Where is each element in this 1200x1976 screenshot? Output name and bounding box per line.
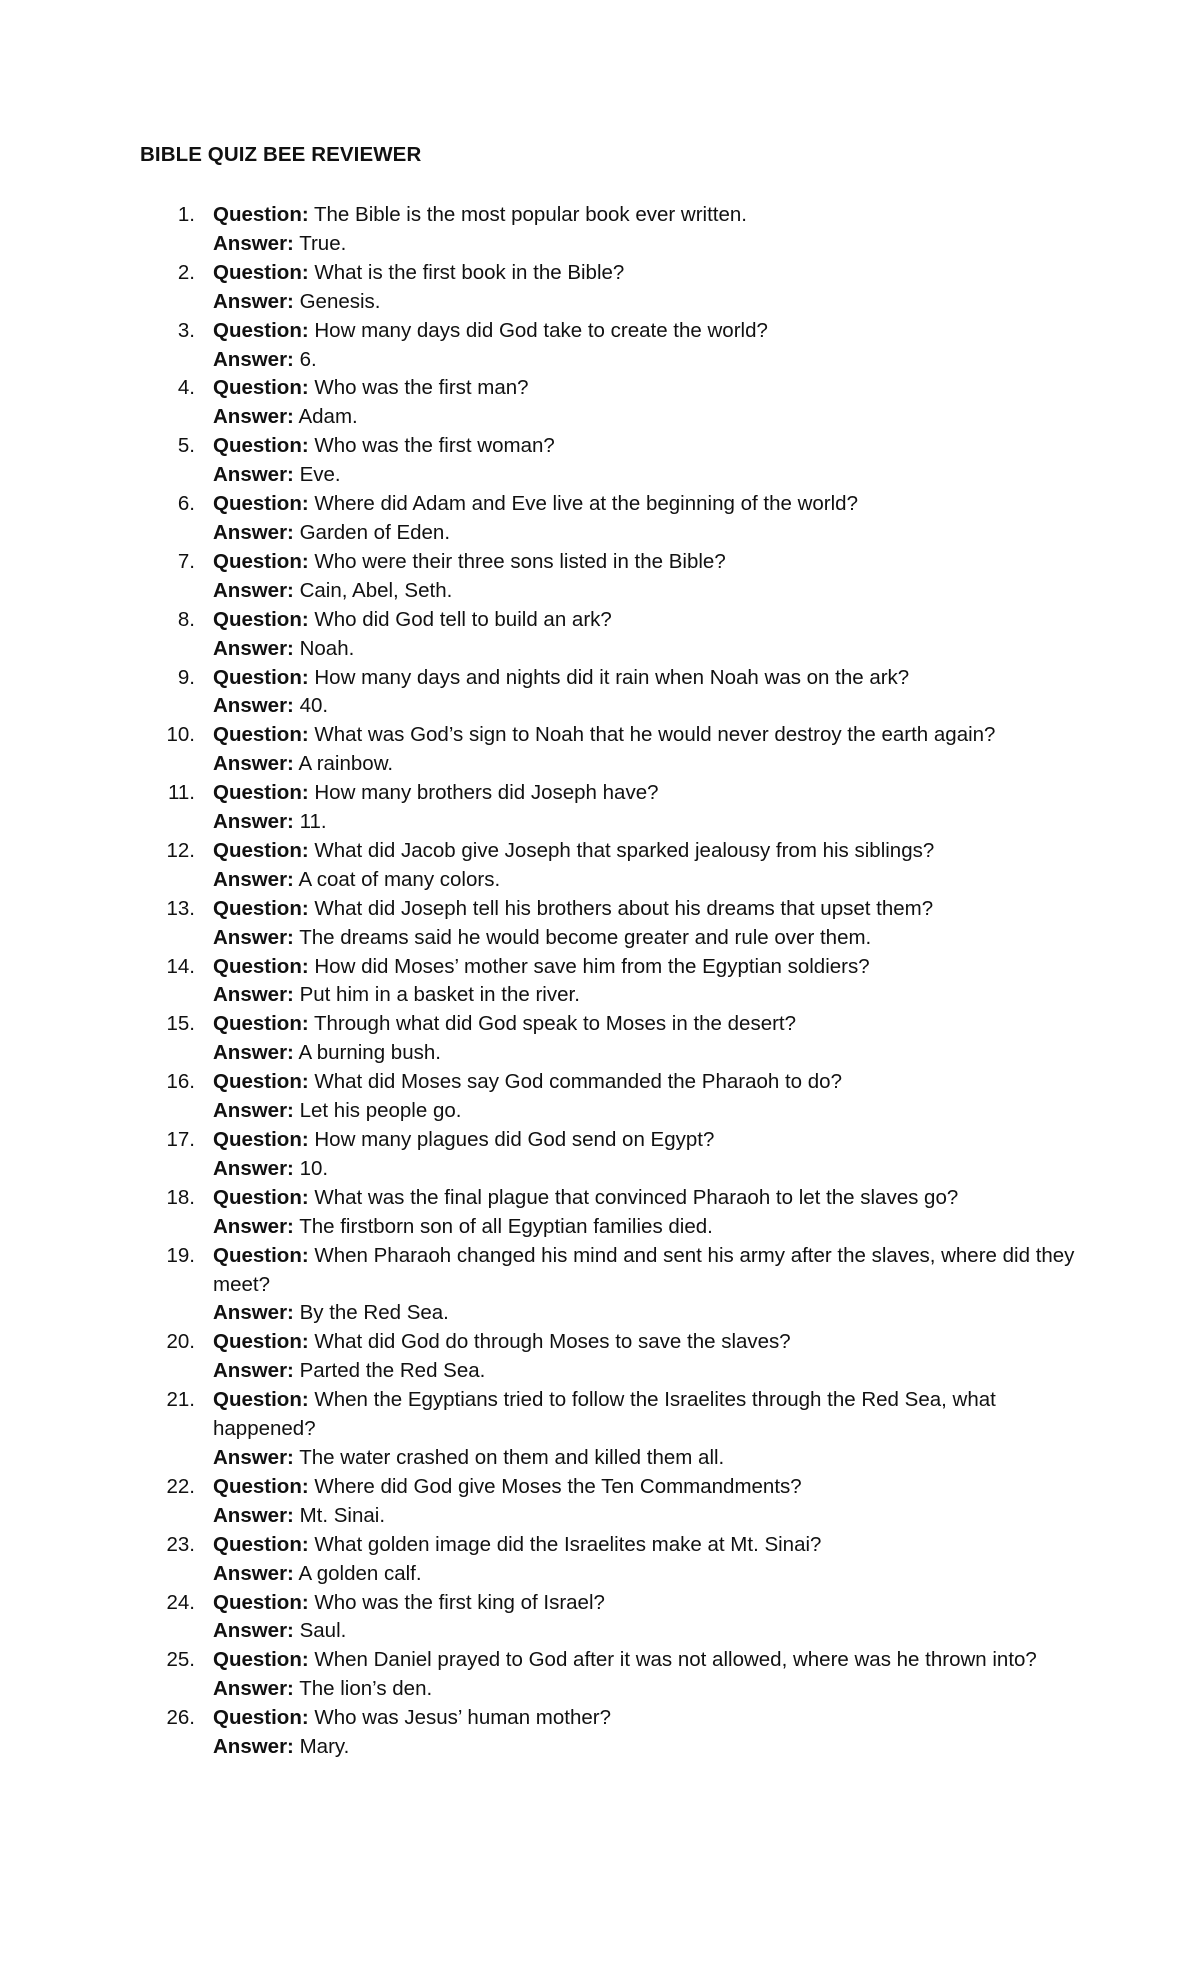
- question-line: [213, 432, 1080, 461]
- answer-label: Answer:: [213, 289, 294, 313]
- item-number: 15.: [166, 1012, 195, 1036]
- item-number: 12.: [166, 838, 195, 862]
- answer-line: [213, 692, 1080, 721]
- answer-line: [213, 1617, 1080, 1646]
- answer-text: Put him in a basket in the river.: [299, 983, 580, 1007]
- question-line: [213, 1242, 1080, 1300]
- answer-label: Answer:: [213, 520, 294, 544]
- answer-text: Saul.: [299, 1619, 347, 1643]
- answer-text: Cain, Abel, Seth.: [299, 578, 453, 602]
- question-line: [213, 1010, 1080, 1039]
- question-label: Question:: [213, 1185, 309, 1209]
- answer-label: Answer:: [213, 752, 294, 776]
- question-label: Question:: [213, 838, 309, 862]
- question-text: What was the final plague that convinced Pharaoh to let the slaves go?: [314, 1185, 959, 1209]
- question-text: Where did Adam and Eve live at the beginning of the world?: [314, 492, 858, 516]
- question-list: [140, 201, 1080, 1762]
- question-text: How many days and nights did it rain when Noah was on the ark?: [314, 665, 910, 689]
- list-item: [140, 1704, 1080, 1762]
- answer-line: [213, 1444, 1080, 1473]
- answer-line: [213, 403, 1080, 432]
- list-item: [140, 1010, 1080, 1068]
- answer-label: Answer:: [213, 1561, 294, 1585]
- answer-label: Answer:: [213, 1735, 294, 1759]
- answer-text: 11.: [299, 810, 327, 834]
- question-text: Who was the first woman?: [314, 434, 555, 458]
- answer-line: [213, 750, 1080, 779]
- question-line: [213, 490, 1080, 519]
- list-item: [140, 490, 1080, 548]
- question-label: Question:: [213, 492, 309, 516]
- list-item: [140, 1328, 1080, 1386]
- answer-text: A rainbow.: [298, 752, 394, 776]
- question-label: Question:: [213, 665, 309, 689]
- question-line: [213, 1531, 1080, 1560]
- question-text: Who was Jesus’ human mother?: [314, 1706, 611, 1730]
- list-item: [140, 1386, 1080, 1473]
- question-line: [213, 606, 1080, 635]
- answer-text: Mt. Sinai.: [299, 1503, 386, 1527]
- answer-label: Answer:: [213, 810, 294, 834]
- question-line: [213, 895, 1080, 924]
- answer-line: [213, 1560, 1080, 1589]
- question-line: [213, 1068, 1080, 1097]
- answer-line: [213, 1039, 1080, 1068]
- answer-text: True.: [299, 231, 347, 255]
- list-item: [140, 606, 1080, 664]
- question-line: [213, 1184, 1080, 1213]
- answer-text: The water crashed on them and killed them all.: [299, 1445, 725, 1469]
- question-text: When Daniel prayed to God after it was not allowed, where was he thrown into?: [314, 1648, 1037, 1672]
- answer-label: Answer:: [213, 925, 294, 949]
- list-item: [140, 895, 1080, 953]
- list-item: [140, 1184, 1080, 1242]
- question-label: Question:: [213, 203, 309, 226]
- answer-text: A burning bush.: [298, 1041, 441, 1065]
- question-text: The Bible is the most popular book ever written.: [314, 203, 747, 226]
- question-line: [213, 1386, 1080, 1444]
- question-line: [213, 259, 1080, 288]
- list-item: [140, 1068, 1080, 1126]
- list-item: [140, 779, 1080, 837]
- list-item: [140, 721, 1080, 779]
- question-text: Who was the first king of Israel?: [314, 1590, 605, 1614]
- answer-label: Answer:: [213, 1156, 294, 1180]
- list-item: [140, 317, 1080, 375]
- answer-text: 10.: [299, 1156, 329, 1180]
- question-label: Question:: [213, 607, 309, 631]
- answer-text: Parted the Red Sea.: [299, 1359, 486, 1383]
- question-line: [213, 317, 1080, 346]
- question-label: Question:: [213, 781, 309, 805]
- item-number: 26.: [166, 1706, 195, 1730]
- answer-line: [213, 981, 1080, 1010]
- item-number: 11.: [168, 781, 195, 805]
- answer-text: The firstborn son of all Egyptian families died.: [299, 1214, 713, 1238]
- item-number: 6.: [177, 492, 195, 516]
- answer-text: Genesis.: [299, 289, 381, 313]
- answer-line: [213, 519, 1080, 548]
- question-label: Question:: [213, 954, 309, 978]
- answer-text: Garden of Eden.: [299, 520, 451, 544]
- item-number: 17.: [166, 1128, 195, 1151]
- answer-line: [213, 1502, 1080, 1531]
- answer-text: The lion’s den.: [299, 1677, 433, 1701]
- answer-text: Noah.: [299, 636, 355, 660]
- answer-line: [213, 346, 1080, 375]
- question-line: [213, 1473, 1080, 1502]
- question-text: What did God do through Moses to save the slaves?: [314, 1330, 791, 1354]
- answer-label: Answer:: [213, 1301, 294, 1325]
- answer-label: Answer:: [213, 231, 294, 255]
- item-number: 23.: [166, 1532, 195, 1556]
- list-item: [140, 1646, 1080, 1704]
- question-label: Question:: [213, 318, 309, 342]
- question-label: Question:: [213, 1330, 309, 1354]
- question-line: [213, 953, 1080, 982]
- document-title: BIBLE QUIZ BEE REVIEWER: [140, 143, 422, 166]
- question-line: [213, 374, 1080, 403]
- item-number: 7.: [177, 549, 195, 573]
- question-text: When Pharaoh changed his mind and sent his army after the slaves, where did they meet?: [213, 1243, 1075, 1296]
- question-line: [213, 721, 1080, 750]
- answer-line: [213, 1299, 1080, 1328]
- list-item: [140, 953, 1080, 1011]
- question-text: Through what did God speak to Moses in the desert?: [314, 1012, 797, 1036]
- answer-line: [213, 1357, 1080, 1386]
- question-line: [213, 1646, 1080, 1675]
- list-item: [140, 432, 1080, 490]
- answer-label: Answer:: [213, 983, 294, 1007]
- question-text: How did Moses’ mother save him from the Egyptian soldiers?: [314, 954, 870, 978]
- answer-label: Answer:: [213, 578, 294, 602]
- item-number: 16.: [166, 1070, 195, 1094]
- item-number: 13.: [166, 896, 195, 920]
- answer-label: Answer:: [213, 1214, 294, 1238]
- question-label: Question:: [213, 896, 309, 920]
- question-label: Question:: [213, 549, 309, 573]
- list-item: [140, 201, 1080, 259]
- question-text: Who were their three sons listed in the Bible?: [314, 549, 726, 573]
- list-item: [140, 1473, 1080, 1531]
- list-item: [140, 1126, 1080, 1184]
- question-text: What did Jacob give Joseph that sparked jealousy from his siblings?: [314, 838, 935, 862]
- item-number: 22.: [166, 1474, 195, 1498]
- item-number: 20.: [166, 1330, 195, 1354]
- question-label: Question:: [213, 1532, 309, 1556]
- answer-text: A golden calf.: [298, 1561, 422, 1585]
- answer-line: [213, 866, 1080, 895]
- question-label: Question:: [213, 1012, 309, 1036]
- question-text: Where did God give Moses the Ten Commandments?: [314, 1474, 802, 1498]
- answer-label: Answer:: [213, 694, 294, 718]
- question-text: Who was the first man?: [314, 376, 529, 400]
- item-number: 4.: [177, 376, 195, 400]
- answer-label: Answer:: [213, 1677, 294, 1701]
- question-text: When the Egyptians tried to follow the Israelites through the Red Sea, what happened?: [213, 1388, 996, 1441]
- answer-line: [213, 808, 1080, 837]
- answer-line: [213, 230, 1080, 259]
- answer-line: [213, 461, 1080, 490]
- answer-line: [213, 1155, 1080, 1184]
- answer-text: Mary.: [299, 1735, 350, 1759]
- question-text: How many plagues did God send on Egypt?: [314, 1128, 715, 1151]
- list-item: [140, 1242, 1080, 1329]
- answer-text: A coat of many colors.: [298, 867, 501, 891]
- question-text: What did Moses say God commanded the Pharaoh to do?: [314, 1070, 842, 1094]
- item-number: 3.: [177, 318, 195, 342]
- item-number: 1.: [177, 203, 195, 226]
- answer-line: [213, 635, 1080, 664]
- question-label: Question:: [213, 1388, 309, 1412]
- answer-line: [213, 288, 1080, 317]
- question-label: Question:: [213, 1070, 309, 1094]
- answer-label: Answer:: [213, 1359, 294, 1383]
- answer-label: Answer:: [213, 1503, 294, 1527]
- question-text: What did Joseph tell his brothers about his dreams that upset them?: [314, 896, 934, 920]
- answer-text: 40.: [299, 694, 329, 718]
- answer-label: Answer:: [213, 1445, 294, 1469]
- answer-line: [213, 577, 1080, 606]
- item-number: 5.: [177, 434, 195, 458]
- answer-line: [213, 1097, 1080, 1126]
- question-label: Question:: [213, 1128, 309, 1151]
- list-item: [140, 548, 1080, 606]
- answer-line: [213, 1733, 1080, 1762]
- question-line: [213, 1328, 1080, 1357]
- answer-label: Answer:: [213, 1099, 294, 1123]
- answer-text: 6.: [299, 347, 317, 371]
- question-label: Question:: [213, 434, 309, 458]
- answer-label: Answer:: [213, 1041, 294, 1065]
- item-number: 25.: [166, 1648, 195, 1672]
- answer-line: [213, 1675, 1080, 1704]
- question-text: What was God’s sign to Noah that he would never destroy the earth again?: [314, 723, 996, 747]
- item-number: 8.: [177, 607, 195, 631]
- item-number: 21.: [166, 1388, 195, 1412]
- answer-line: [213, 1213, 1080, 1242]
- question-line: [213, 779, 1080, 808]
- answer-label: Answer:: [213, 867, 294, 891]
- question-label: Question:: [213, 1590, 309, 1614]
- answer-text: By the Red Sea.: [299, 1301, 449, 1325]
- question-text: How many brothers did Joseph have?: [314, 781, 659, 805]
- item-number: 14.: [166, 954, 195, 978]
- question-label: Question:: [213, 260, 309, 284]
- item-number: 9.: [177, 665, 195, 689]
- question-line: [213, 201, 1080, 230]
- answer-line: [213, 924, 1080, 953]
- list-item: [140, 1531, 1080, 1589]
- answer-text: Eve.: [299, 463, 341, 487]
- question-line: [213, 1589, 1080, 1618]
- question-text: What golden image did the Israelites make at Mt. Sinai?: [314, 1532, 822, 1556]
- question-line: [213, 837, 1080, 866]
- question-line: [213, 664, 1080, 693]
- list-item: [140, 1589, 1080, 1647]
- answer-text: Adam.: [298, 405, 358, 429]
- question-text: How many days did God take to create the world?: [314, 318, 768, 342]
- answer-text: The dreams said he would become greater and rule over them.: [299, 925, 872, 949]
- answer-label: Answer:: [213, 636, 294, 660]
- item-number: 19.: [166, 1243, 195, 1267]
- question-text: Who did God tell to build an ark?: [314, 607, 612, 631]
- item-number: 2.: [177, 260, 195, 284]
- question-text: What is the first book in the Bible?: [314, 260, 625, 284]
- list-item: [140, 837, 1080, 895]
- list-item: [140, 664, 1080, 722]
- item-number: 24.: [166, 1590, 195, 1614]
- question-label: Question:: [213, 1706, 309, 1730]
- item-number: 10.: [166, 723, 195, 747]
- list-item: [140, 259, 1080, 317]
- question-label: Question:: [213, 376, 309, 400]
- question-label: Question:: [213, 723, 309, 747]
- answer-label: Answer:: [213, 347, 294, 371]
- answer-text: Let his people go.: [299, 1099, 462, 1123]
- list-item: [140, 374, 1080, 432]
- question-line: [213, 1126, 1080, 1155]
- question-label: Question:: [213, 1243, 309, 1267]
- answer-label: Answer:: [213, 405, 294, 429]
- answer-label: Answer:: [213, 463, 294, 487]
- question-label: Question:: [213, 1474, 309, 1498]
- item-number: 18.: [166, 1185, 195, 1209]
- question-line: [213, 548, 1080, 577]
- question-line: [213, 1704, 1080, 1733]
- question-label: Question:: [213, 1648, 309, 1672]
- answer-label: Answer:: [213, 1619, 294, 1643]
